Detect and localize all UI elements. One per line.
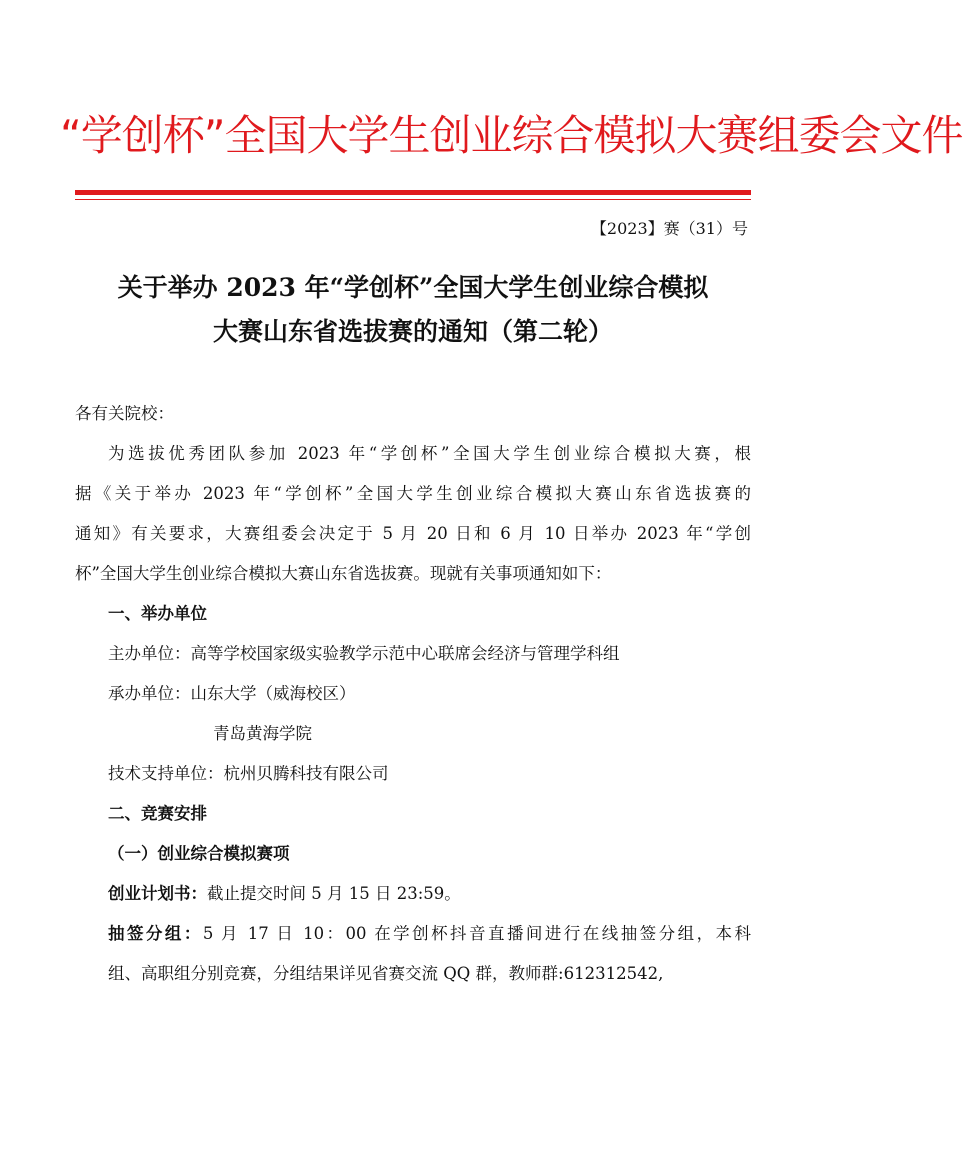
- document-body: [75, 394, 751, 994]
- header-red-rule-thick: [75, 190, 751, 195]
- header-title: “学创杯”全国大学生创业综合模拟大赛组委会文件: [60, 111, 963, 160]
- section-heading-schedule: 二、竞赛安排: [108, 804, 207, 823]
- intro-line-3: 通知》有关要求，大赛组委会决定于 5 月 20 日和 6 月 10 日举办 2023 年“学创: [75, 524, 751, 543]
- draw-line-1: [75, 914, 751, 954]
- draw-text-1: 5 月 17 日 10：00 在学创杯抖音直播间进行在线抽签分组，本科: [202, 924, 752, 943]
- organizer-line: 主办单位：高等学校国家级实验教学示范中心联席会经济与管理学科组: [108, 644, 620, 663]
- salutation: 各有关院校：: [75, 404, 174, 423]
- co-organizer-line-2: 青岛黄海学院: [213, 724, 312, 743]
- tech-support-line: 技术支持单位：杭州贝腾科技有限公司: [108, 764, 389, 783]
- intro-line-4: 杯”全国大学生创业综合模拟大赛山东省选拔赛。现就有关事项通知如下：: [75, 564, 612, 583]
- header-red-rule-thin: [75, 199, 751, 200]
- business-plan-label: 创业计划书：: [108, 884, 207, 903]
- business-plan-line: [75, 874, 751, 914]
- notice-title: [60, 266, 766, 354]
- intro-line-1: 为选拔优秀团队参加 2023 年“学创杯”全国大学生创业综合模拟大赛，根: [108, 444, 751, 463]
- draw-label: 抽签分组：: [108, 924, 203, 943]
- co-organizer-line: 承办单位：山东大学（威海校区）: [108, 684, 356, 703]
- notice-title-line-2: 大赛山东省选拔赛的通知（第二轮）: [212, 317, 613, 346]
- business-plan-text: 截止提交时间 5 月 15 日 23:59。: [207, 884, 461, 903]
- draw-line-2: 组、高职组分别竞赛，分组结果详见省赛交流 QQ 群，教师群:612312542,: [108, 964, 664, 983]
- section-heading-organizers: 一、举办单位: [108, 604, 207, 623]
- notice-title-line-1: 关于举办 2023 年“学创杯”全国大学生创业综合模拟: [117, 273, 709, 302]
- document-number: 【2023】赛（31）号: [590, 219, 748, 238]
- intro-line-2: 据《关于举办 2023 年“学创杯”全国大学生创业综合模拟大赛山东省选拔赛的: [75, 484, 751, 503]
- subsection-heading-simulation: （一）创业综合模拟赛项: [108, 844, 290, 863]
